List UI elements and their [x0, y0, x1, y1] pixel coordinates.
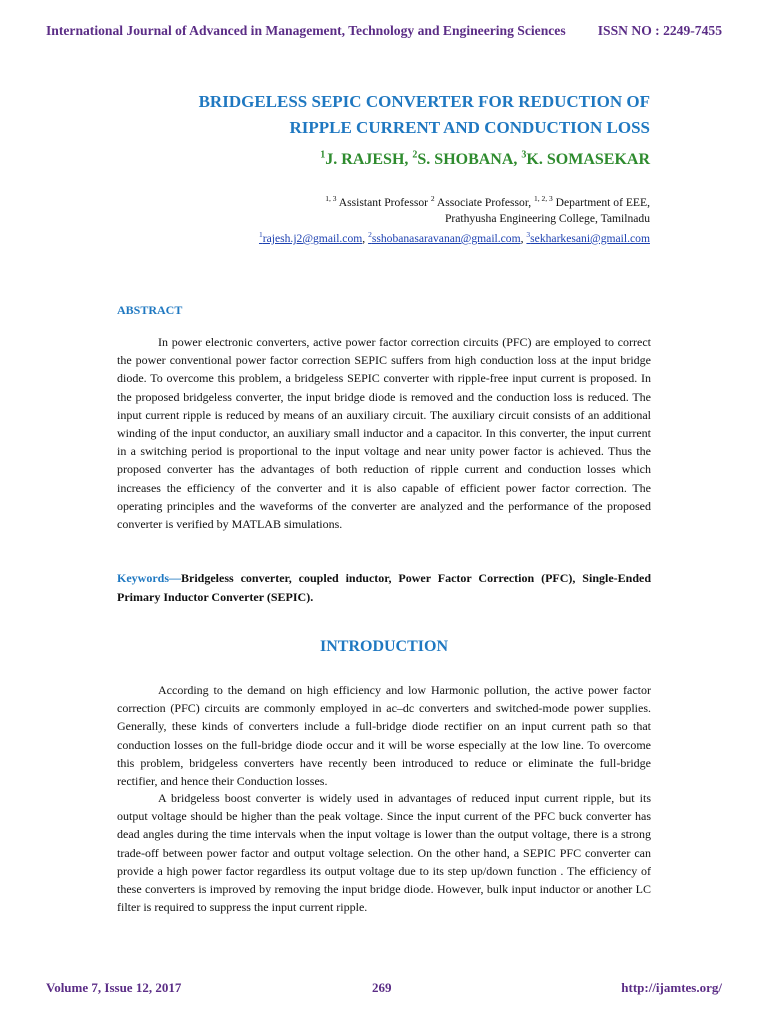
email-link[interactable] — [526, 232, 650, 245]
email-link[interactable] — [259, 232, 362, 245]
email-address: rajesh.j2@gmail.com — [262, 231, 363, 245]
author — [320, 151, 412, 168]
author-sup: 2 — [412, 150, 418, 161]
intro-paragraph-1: According to the demand on high efficiency and low Harmonic pollution, the active power factor correction (PFC) circuits are commonly employed in ac–dc converters and switched-mode power supplies. Generally, these kinds of converters include a full-bridge diode rectifier on an input current path so that conduction losses on the full-bridge diode occur and it will be worse especially at the low line. To overcome this problem, bridgeless converters have recently been introduced to reduce or eliminate the full-bridge rectifier, and hence their Conduction losses. — [117, 683, 651, 789]
keywords-text: Bridgeless converter, coupled inductor, Power Factor Correction (PFC), Single-Ended Primary Inductor Converter (SEPIC). — [117, 571, 651, 604]
email-address: sekharkesani@gmail.com — [530, 231, 650, 245]
intro-paragraph-2: A bridgeless boost converter is widely used in advantages of reduced input current ripple, but its output voltage should be higher than the peak voltage. Since the input current of the PFC buck converter has dead angles during the time intervals when the input voltage is lower than the output voltage, there is a strong trade-off between power factor and output voltage selection. On the other hand, a SEPIC PFC converter can provide a high power factor regardless its output voltage due to its step up/down function . The efficiency of these converters is improved by removing the input bridge diode. However, bulk input inductor or another LC filter is required to suppress the input current ripple. — [117, 791, 651, 915]
introduction-heading: INTRODUCTION — [319, 638, 448, 655]
email-sup: 3 — [526, 230, 531, 239]
aff-sup: 2 — [430, 194, 435, 203]
author-name: K. SOMASEKAR — [526, 151, 650, 169]
page-number: 269 — [372, 980, 392, 995]
email-separator: , — [520, 231, 527, 245]
abstract-body: In power electronic converters, active power factor correction circuits (PFC) are employed to correct the power conventional power factor correction SEPIC suffers from high conduction loss at the input bridge diode. To overcome this problem, a bridgeless SEPIC converter with ripple-free input current is proposed. In the proposed bridgeless converter, the input bridge diode is removed and the conduction loss is reduced. The input current ripple is reduced by means of an auxiliary circuit. The auxiliary circuit consists of an additional winding of the input conductor, an auxiliary small inductor and a capacitor. In this converter, the input current in a switching period is proportional to the input voltage and near unity power factor is achieved. Thus the proposed converter has the advantages of both reduction of ripple current and conduction losses which increases the efficiency of the converter and it is also capable of efficient power factor correction. The operating principles and the waveforms of the converter are analyzed and the performance of the proposed converter is verified by MATLAB simulations. — [117, 335, 651, 532]
email-sup: 2 — [368, 230, 372, 239]
author-name: S. SHOBANA, — [417, 151, 522, 169]
aff-role: Assistant Professor — [336, 195, 431, 209]
aff-sup: 1, 2, 3 — [534, 194, 553, 203]
email-address: sshobanasaravanan@gmail.com — [371, 231, 521, 245]
author — [521, 151, 650, 168]
abstract-heading: ABSTRACT — [117, 303, 183, 317]
author-sup: 1 — [320, 150, 326, 161]
aff-dept: Department of EEE, — [552, 195, 650, 209]
title-line-1: BRIDGELESS SEPIC CONVERTER FOR REDUCTION OF — [198, 92, 650, 111]
author-name: J. RAJESH, — [325, 151, 413, 169]
footer-volume: Volume 7, Issue 12, 2017 — [46, 980, 182, 995]
journal-url[interactable]: http://ijamtes.org/ — [621, 980, 722, 995]
email-link[interactable] — [368, 232, 521, 245]
keywords — [117, 569, 651, 606]
aff-role: Associate Professor, — [434, 195, 535, 209]
issn-header: ISSN NO : 2249-7455 — [597, 23, 722, 38]
aff-sup: 1, 3 — [325, 194, 337, 203]
author — [412, 151, 521, 168]
keywords-label: Keywords— — [117, 571, 181, 585]
author-sup: 3 — [521, 150, 527, 161]
author-emails — [100, 230, 650, 245]
affiliation-roles — [100, 194, 650, 209]
email-sup: 1 — [258, 230, 263, 239]
email-separator: , — [362, 231, 369, 245]
author-list — [100, 150, 650, 169]
paper-title — [100, 89, 650, 141]
journal-header: International Journal of Advanced in Management, Technology and Engineering Sciences — [46, 23, 566, 38]
title-line-2: RIPPLE CURRENT AND CONDUCTION LOSS — [289, 118, 650, 137]
affiliation-college: Prathyusha Engineering College, Tamilnadu — [444, 212, 650, 225]
